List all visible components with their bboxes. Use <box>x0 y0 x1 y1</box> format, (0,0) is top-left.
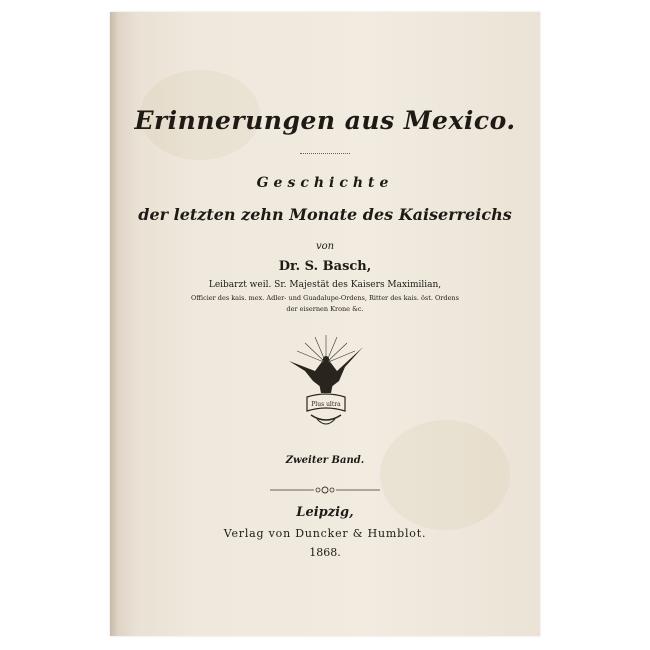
book-title: Erinnerungen aus Mexico. <box>134 106 516 135</box>
publication-place: Leipzig, <box>296 505 354 520</box>
decorative-ornament <box>270 484 380 496</box>
author-honors: Officier des kais. mex. Adler- und Guadalupe-Ordens, Ritter des kais. öst. Ordens <box>191 294 459 302</box>
subtitle-line: der letzten zehn Monate des Kaiserreichs <box>138 205 512 224</box>
eagle-emblem <box>285 333 367 433</box>
title-divider <box>300 153 350 154</box>
by-label: von <box>315 241 335 252</box>
subtitle: Geschichte <box>256 175 394 191</box>
author-role: Leibarzt weil. Sr. Majestät des Kaisers Maximilian, <box>208 280 442 290</box>
emblem-banner-text: Plus ultra <box>311 401 341 408</box>
author-honors-continued: der eisernen Krone &c. <box>286 305 364 313</box>
publication-year: 1868. <box>309 546 341 559</box>
publisher: Verlag von Duncker & Humblot. <box>223 527 427 540</box>
volume-label: Zweiter Band. <box>285 455 365 466</box>
author-name: Dr. S. Basch, <box>278 259 372 274</box>
